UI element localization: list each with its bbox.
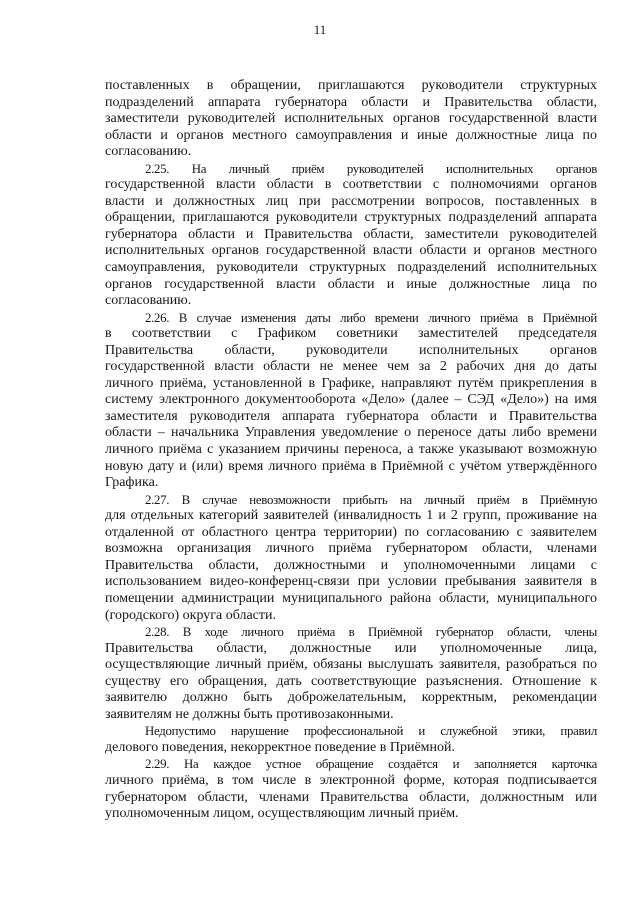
paragraph-2-26 [105, 310, 597, 492]
text-line: заместителя руководителя аппарата губернатора области и Правительства [105, 408, 597, 424]
text-line: области – начальника Управления уведомление о переносе даты либо времени [105, 425, 597, 441]
text-line: делового поведения, некорректное поведение в Приёмной. [105, 739, 456, 755]
text-line: уполномоченным лицом, осуществляющим личный приём. [105, 806, 459, 822]
text-line: 2.25. На личный приём руководителей исполнительных органов [145, 161, 597, 176]
text-line: Недопустимо нарушение профессиональной и служебной этики, правил [145, 724, 597, 739]
text-line: самоуправления, руководители структурных подразделений исполнительных [105, 260, 597, 276]
text-line: личного приёма с указанием причины переноса, а также указывают возможную [105, 442, 597, 458]
text-line: заявителям не должны быть противозаконными. [105, 706, 394, 722]
text-line: 2.28. В ходе личного приёма в Приёмной губернатор области, члены [145, 625, 597, 640]
text-line: государственной власти области в соответствии с полномочиями органов [105, 177, 597, 193]
text-line: возможна организация личного приёма губернатором области, членами [105, 541, 597, 557]
paragraph-2-25 [105, 161, 597, 310]
text-line: власти и должностных лиц при рассмотрении вопросов, поставленных в [105, 193, 597, 209]
text-line: губернатора области и Правительства области, заместители руководителей [105, 226, 597, 242]
text-line: (городского) округа области. [105, 607, 277, 623]
text-line: осуществляющие личный приём, обязаны выслушать заявителя, разобраться по [105, 657, 597, 673]
text-line: области и органов местного самоуправления и иные должностные лица по [105, 127, 597, 143]
text-line: 2.29. На каждое устное обращение создаётся и заполняется карточка [145, 757, 597, 772]
text-line: помещении администрации муниципального района области, муниципального [105, 590, 597, 606]
text-line: обращении, приглашаются руководители структурных подразделений аппарата [105, 210, 597, 226]
text-line: в соответствии с Графиком советники заместителей председателя [105, 326, 597, 342]
document-body [105, 78, 597, 823]
text-line: заместители руководителей исполнительных органов государственной власти [105, 111, 597, 127]
text-line: государственной власти области не менее чем за 2 рабочих дня до даты [105, 359, 597, 375]
text-line: личного приёма, в том числе в электронной форме, которая подписывается [105, 772, 597, 788]
text-line: 2.27. В случае невозможности прибыть на личный приём в Приёмную [145, 492, 597, 507]
text-line: систему электронного документооборота «Дело» (далее – СЭД «Дело») на имя [105, 392, 597, 408]
paragraph-2-27 [105, 492, 597, 624]
text-line: для отдельных категорий заявителей (инвалидность 1 и 2 групп, проживание на [105, 508, 597, 524]
text-line: 2.26. В случае изменения даты либо времени личного приёма в Приёмной [145, 310, 597, 325]
text-line: личного приёма, установленной в Графике, направляют путём прикрепления в [105, 375, 597, 391]
page-number: 11 [313, 22, 327, 37]
paragraph-continuation [105, 78, 597, 161]
text-line: органов государственной власти области и иные должностные лица по [105, 276, 597, 292]
text-line: Правительства области, должностными и уполномоченными лицами с [105, 557, 597, 573]
text-line: согласованию. [105, 293, 192, 309]
text-line: заявителю должно быть доброжелательным, корректным, рекомендации [105, 690, 597, 706]
text-line: существу его обращения, дать соответствующие разъяснения. Отношение к [105, 673, 597, 689]
text-line: исполнительных органов государственной власти области и органов местного [105, 243, 597, 259]
text-line: новую дату и (или) время личного приёма в Приёмной с учётом утверждённого [105, 458, 597, 474]
text-line: Правительства области, должностные или уполномоченные лица, [105, 640, 597, 656]
paragraph-ethics [105, 723, 597, 756]
text-line: подразделений аппарата губернатора области и Правительства области, [105, 94, 597, 110]
text-line: использованием видео-конференц-связи при условии пребывания заявителя в [105, 574, 597, 590]
text-line: отдаленной от областного центра территории) по согласованию с заявителем [105, 524, 597, 540]
paragraph-2-28 [105, 624, 597, 723]
text-line: Правительства области, руководители исполнительных органов [105, 342, 597, 358]
text-line: согласованию. [105, 144, 192, 160]
paragraph-2-29 [105, 756, 597, 822]
text-line: Графика. [105, 475, 159, 491]
text-line: поставленных в обращении, приглашаются руководители структурных [105, 78, 597, 93]
text-line: губернатором области, членами Правительства области, должностным или [105, 789, 597, 805]
